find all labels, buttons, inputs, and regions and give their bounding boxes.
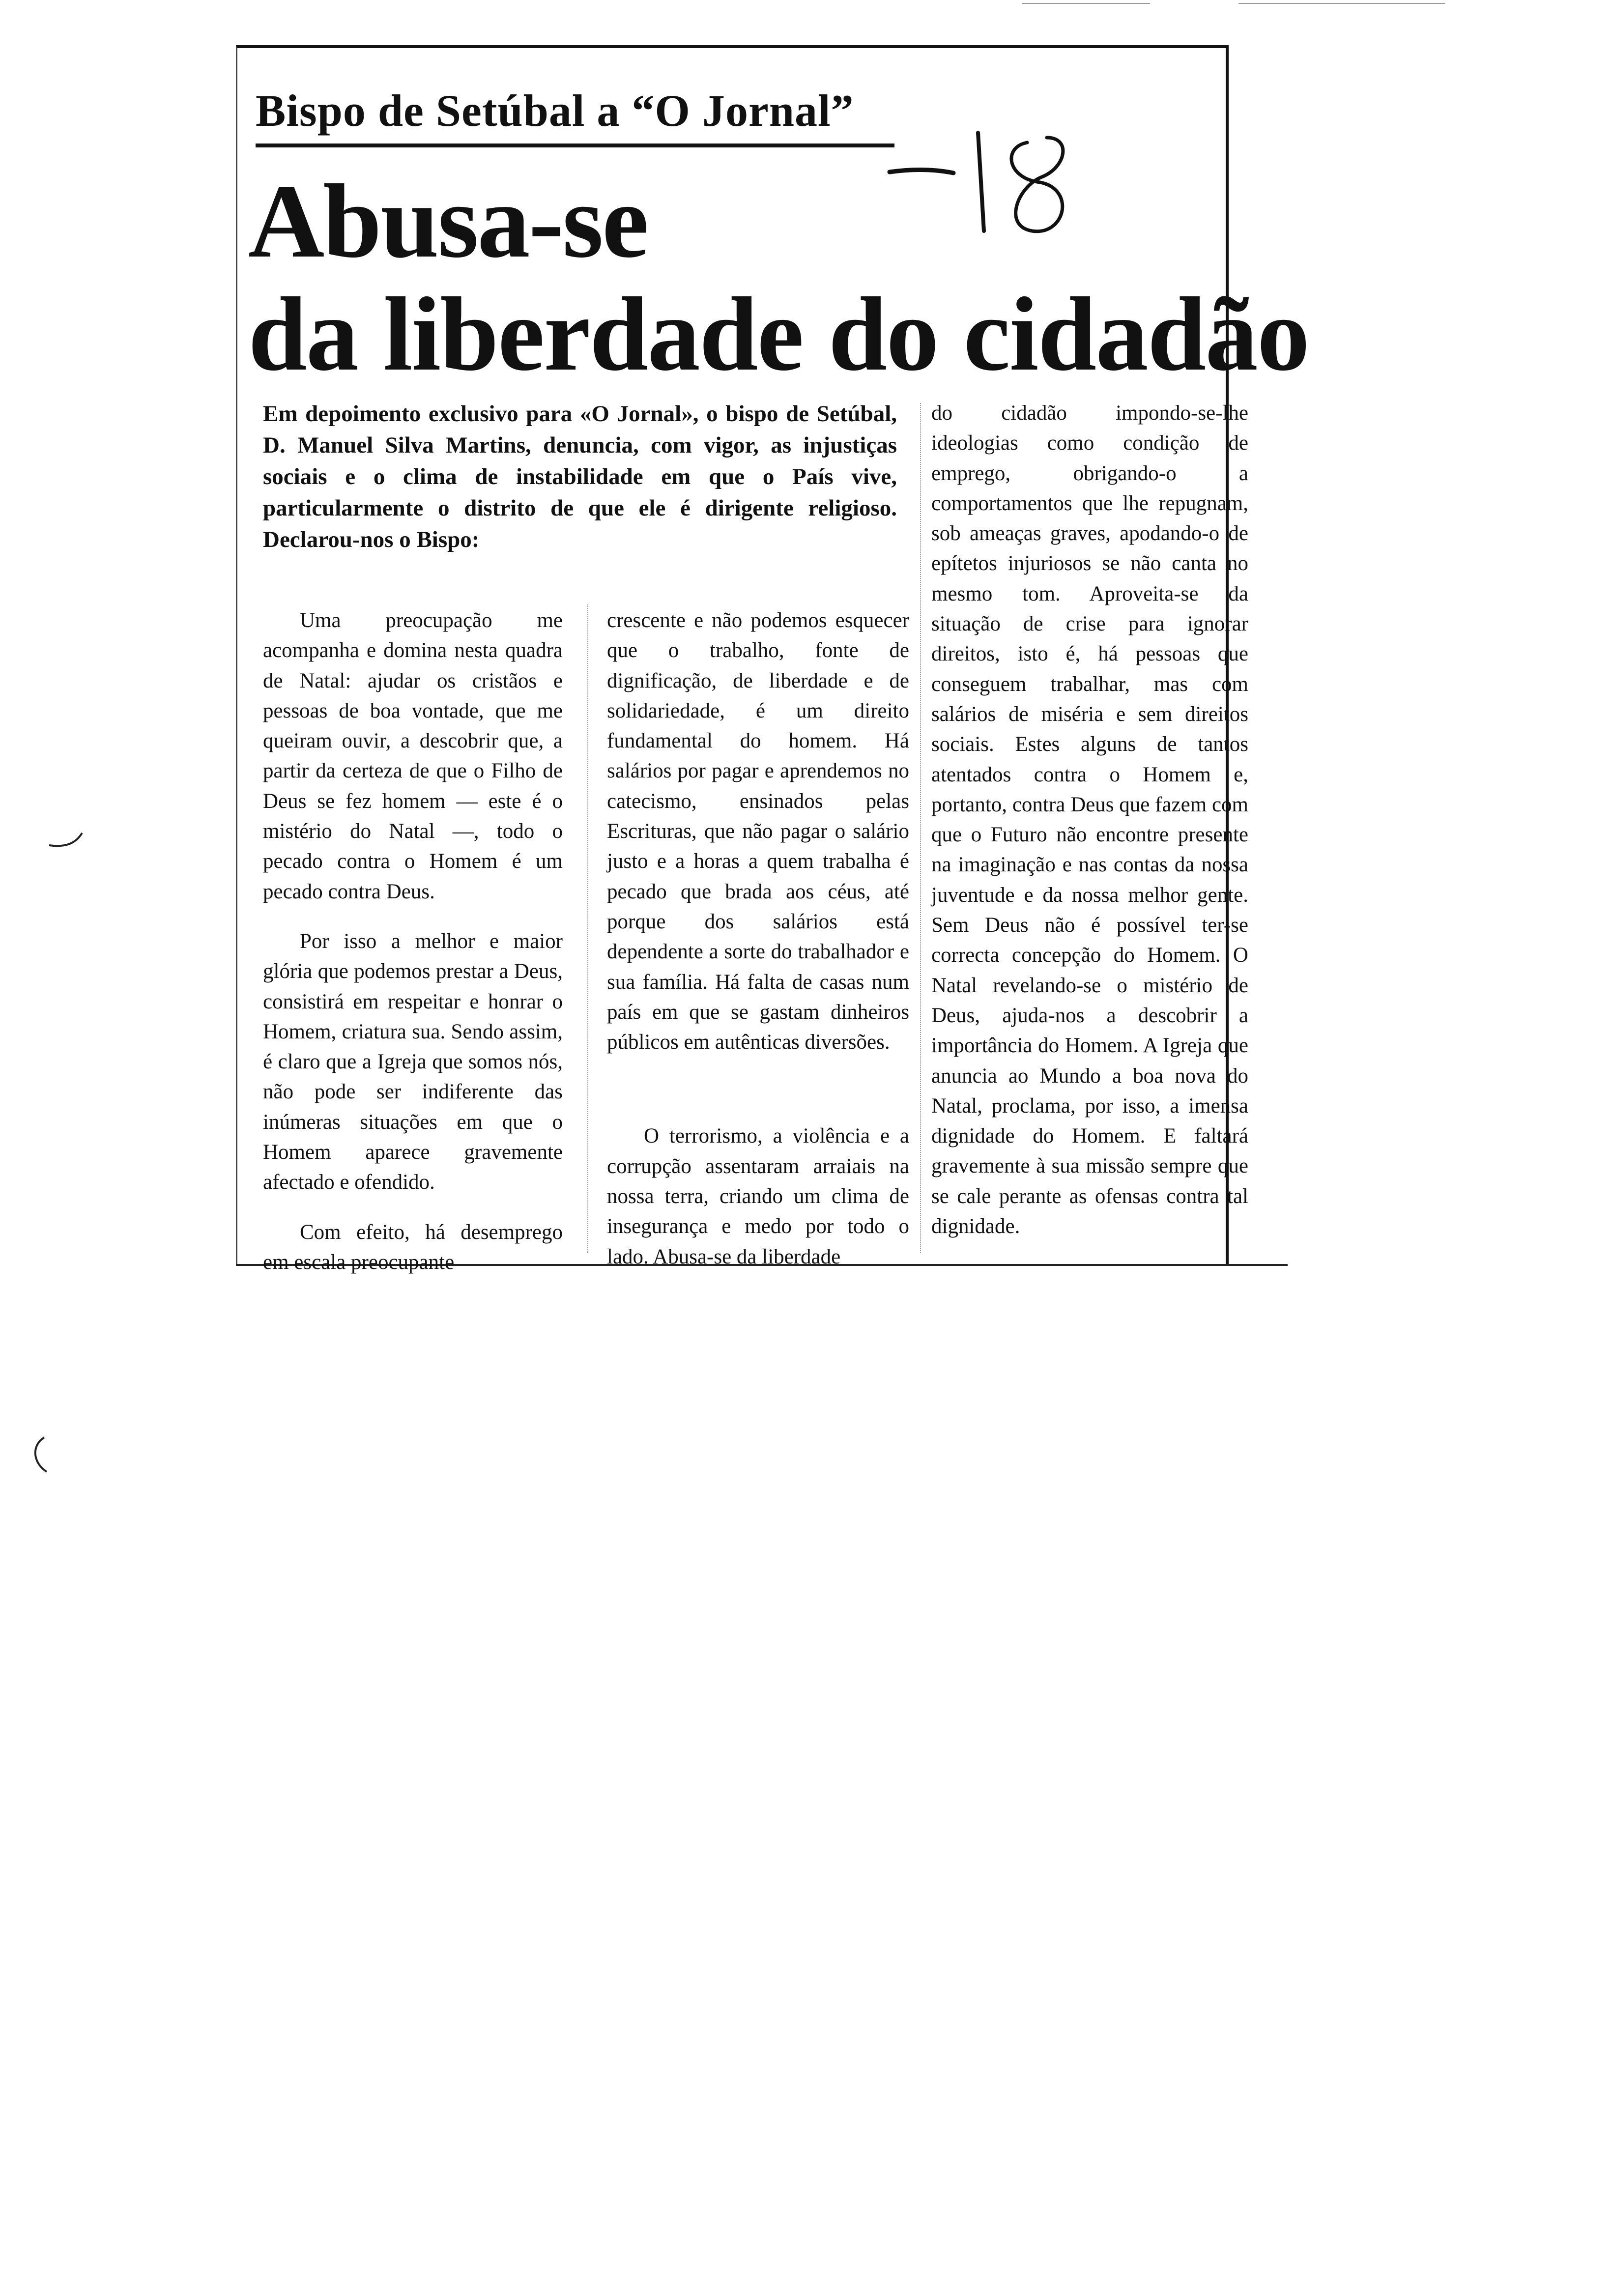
lead-paragraph: Em depoimento exclusivo para «O Jornal», o bispo de Setúbal, D. Manuel Silva Martins, denuncia, com vigor, as injustiças sociais e o clima de instabilidade em que o País vive, particularmente o distrito de que ele é dirigente religioso. Declarou-nos o Bispo: [263, 401, 897, 552]
margin-pen-mark [29, 1435, 49, 1474]
column-1-paragraph-1: Uma preocupação me acompanha e domina nesta quadra de Natal: ajudar os cristãos e pessoas de boa vontade, que me queiram ouvir, a descobrir que, a partir da certeza de que o Filho de Deus se fez homem — este é o mistério do Natal —, todo o pecado contra o Homem é um pecado contra Deus. [263, 609, 563, 903]
column-3-paragraph-1: do cidadão impondo-se-lhe ideologias como condição de emprego, obrigando-o a comportamentos que lhe repugnam, sob ameaças graves, apodando-o de epítetos injuriosos se não canta no mesmo tom. Aproveita-se da situação de crise para ignorar direitos, isto é, há pessoas que conseguem trabalhar, mas com salários de miséria e sem direitos sociais. Estes alguns de tantos atentados contra o Homem e, portanto, contra Deus que fazem com que o Futuro não encontre presente na imaginação e nas contas da nossa juventude e da nossa melhor gente. Sem Deus não é possível ter-se correcta concepção do Homem. O Natal revelando-se o mistério de Deus, ajuda-nos a descobrir a importância do Homem. A Igreja que anuncia ao Mundo a boa nova do Natal, proclama, por isso, a imensa dignidade do Homem. E faltará gravemente à sua missão sempre que se cale perante as ofensas contra tal dignidade. [931, 402, 1248, 1238]
kicker-underline [256, 144, 894, 147]
headline-line-1: Abusa-se [248, 162, 648, 280]
column-rule [920, 403, 921, 1253]
article-column-3 [931, 398, 1248, 1241]
headline-line-2: da liberdade do cidadão [248, 275, 1309, 393]
scan-edge-mark [1238, 3, 1445, 4]
column-1-paragraph-3: Com efeito, há desemprego em escala preocupante [263, 1220, 563, 1274]
scan-edge-mark [1022, 3, 1150, 4]
column-2-paragraph-1: crescente e não podemos esquecer que o trabalho, fonte de dignificação, de liberdade e de solidariedade, é um direito fundamental do homem. Há salários por pagar e aprendemos no catecismo, ensinados pelas Escrituras, que não pagar o salário justo e a horas a quem trabalha é pecado que brada aos céus, até porque dos salários está dependente a sorte do trabalhador e sua família. Há falta de casas num país em que se gastam dinheiros públicos em autênticas diversões. [607, 609, 909, 1054]
article-column-1 [263, 605, 563, 1277]
article-column-2 [607, 605, 909, 1272]
column-1-paragraph-2: Por isso a melhor e maior glória que podemos prestar a Deus, consistirá em respeitar e honrar o Homem, criatura sua. Sendo assim, é claro que a Igreja que somos nós, não pode ser indiferente das inúmeras situações em que o Homem aparece gravemente afectado e ofendido. [263, 929, 563, 1194]
kicker-title: Bispo de Setúbal a “O Jornal” [256, 86, 854, 136]
column-2-paragraph-2: O terrorismo, a violência e a corrupção assentaram arraiais na nossa terra, criando um clima de insegurança e medo por todo o lado. Abusa-se da liberdade [607, 1124, 909, 1268]
margin-pen-mark [47, 831, 86, 850]
column-rule [587, 604, 588, 1253]
handwritten-page-number [880, 118, 1101, 246]
